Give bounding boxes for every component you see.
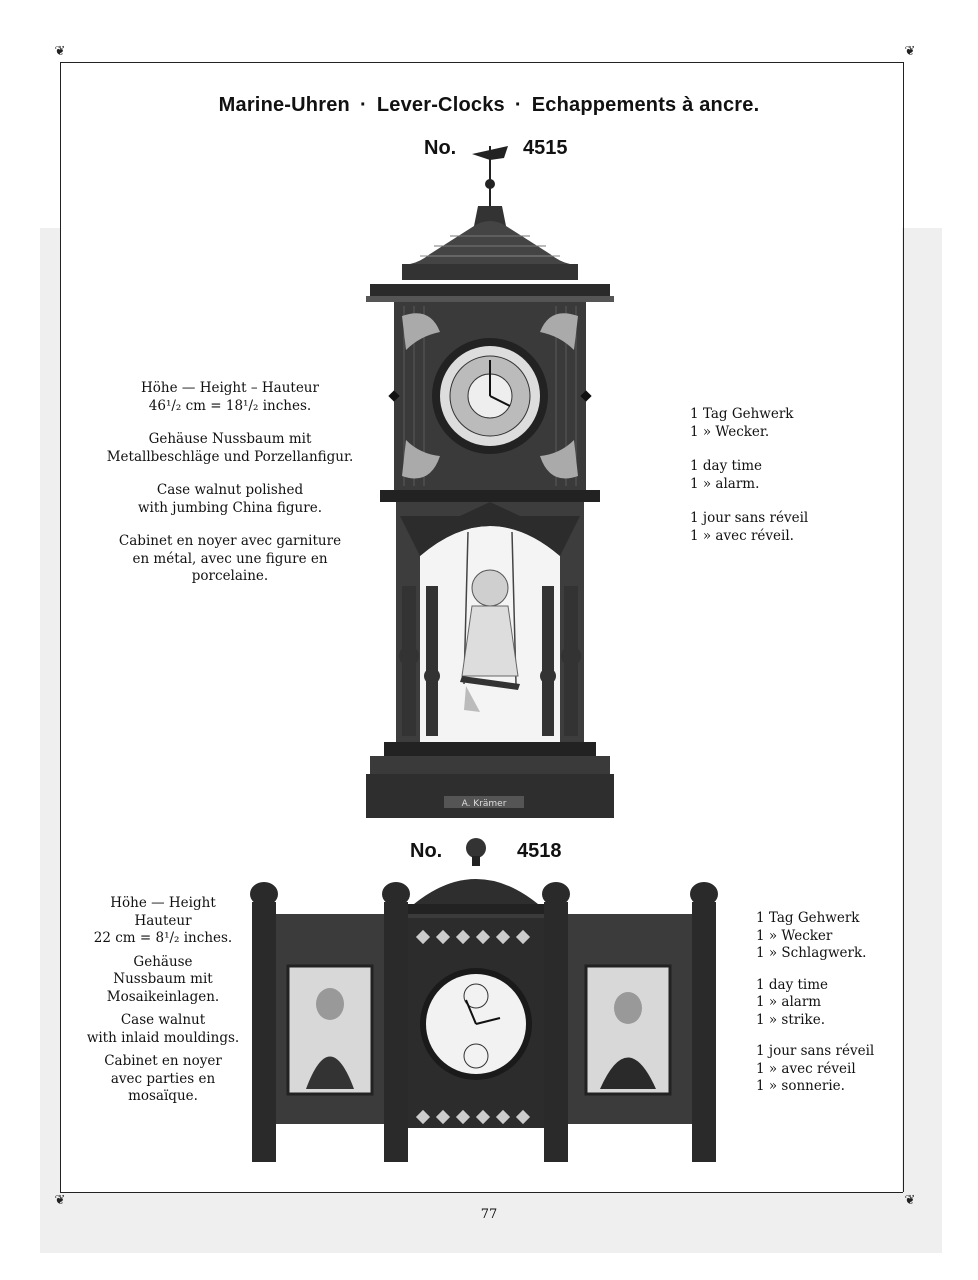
fleuron-corner-icon: ❦ — [904, 1193, 916, 1208]
spec-line: Hauteur — [134, 912, 192, 929]
header-german: Marine-Uhren — [218, 94, 350, 116]
spec-line: 1 » Wecker — [756, 927, 833, 944]
spec-line: Metallbeschläge und Porzellanfigur. — [106, 448, 354, 465]
specs-right-4518 — [756, 910, 896, 1096]
spec-line: Cabinet en noyer — [104, 1053, 222, 1069]
spec-line: 1 » alarm — [756, 994, 822, 1010]
spec-line: 1 » sonnerie. — [756, 1078, 845, 1094]
spec-line: Case walnut polished — [156, 482, 304, 498]
weathervane-icon — [472, 146, 508, 206]
screen-clock-4518-illustration — [244, 834, 734, 1174]
model-number: 4518 — [517, 840, 562, 862]
spec-line: Nussbaum mit — [113, 971, 213, 987]
spec-line: Höhe — Height — [110, 895, 216, 911]
fleuron-corner-icon: ❦ — [54, 1193, 66, 1208]
spec-line: 1 » avec réveil. — [690, 527, 794, 544]
model-no-label: No. — [424, 137, 457, 159]
specs-left-4515 — [95, 380, 365, 586]
spec-line: 22 cm = 8¹/₂ inches. — [93, 930, 233, 946]
spec-line: Gehäuse — [133, 953, 193, 970]
spec-line: en métal, avec une figure en porcelaine. — [132, 550, 328, 584]
spec-line: 1 » Schlagwerk. — [756, 945, 867, 961]
spec-line: 1 Tag Gehwerk — [756, 910, 860, 926]
spec-line: 1 Tag Gehwerk — [690, 406, 794, 422]
spec-line: 1 » Wecker. — [690, 423, 770, 440]
spec-line: 1 jour sans réveil — [690, 510, 809, 526]
spec-line: 1 jour sans réveil — [756, 1043, 875, 1059]
frame-bottom — [60, 1192, 903, 1193]
frame-top — [60, 62, 903, 63]
spec-line: with inlaid mouldings. — [86, 1029, 240, 1046]
spec-line: Case walnut — [120, 1012, 206, 1028]
spec-line: 1 » avec réveil — [756, 1060, 856, 1077]
spec-line: mosaïque. — [128, 1088, 198, 1104]
header-separator: · — [359, 94, 367, 116]
specs-left-4518 — [78, 895, 248, 1106]
specs-right-4515 — [690, 406, 890, 545]
spec-line: 46¹/₂ cm = 18¹/₂ inches. — [148, 397, 312, 414]
page-number: 77 — [480, 1207, 498, 1222]
spec-line: Mosaikeinlagen. — [106, 988, 220, 1005]
header-separator: · — [514, 94, 522, 116]
header-english: Lever-Clocks — [376, 94, 505, 116]
spec-line: with jumbing China figure. — [137, 499, 322, 516]
spec-line: 1 day time — [690, 458, 763, 474]
spec-line: 1 » strike. — [756, 1011, 826, 1028]
model-number: 4515 — [523, 137, 568, 159]
spec-line: avec parties en — [110, 1070, 216, 1087]
page-header — [0, 94, 978, 117]
spec-line: 1 day time — [756, 976, 829, 993]
maker-mark: A. Krämer — [461, 799, 507, 809]
spec-line: Gehäuse Nussbaum mit — [148, 431, 312, 447]
spec-line: Cabinet en noyer avec garniture — [118, 533, 342, 549]
spec-line: 1 » alarm. — [690, 475, 760, 492]
header-french: Echappements à ancre. — [531, 94, 760, 116]
fleuron-corner-icon: ❦ — [904, 44, 916, 59]
frame-left — [60, 62, 61, 1192]
tall-clock-4515-illustration — [360, 136, 620, 826]
model-no-label: No. — [410, 840, 443, 862]
frame-right — [903, 62, 904, 1192]
fleuron-corner-icon: ❦ — [54, 44, 66, 59]
spec-line: Höhe — Height – Hauteur — [141, 380, 319, 396]
